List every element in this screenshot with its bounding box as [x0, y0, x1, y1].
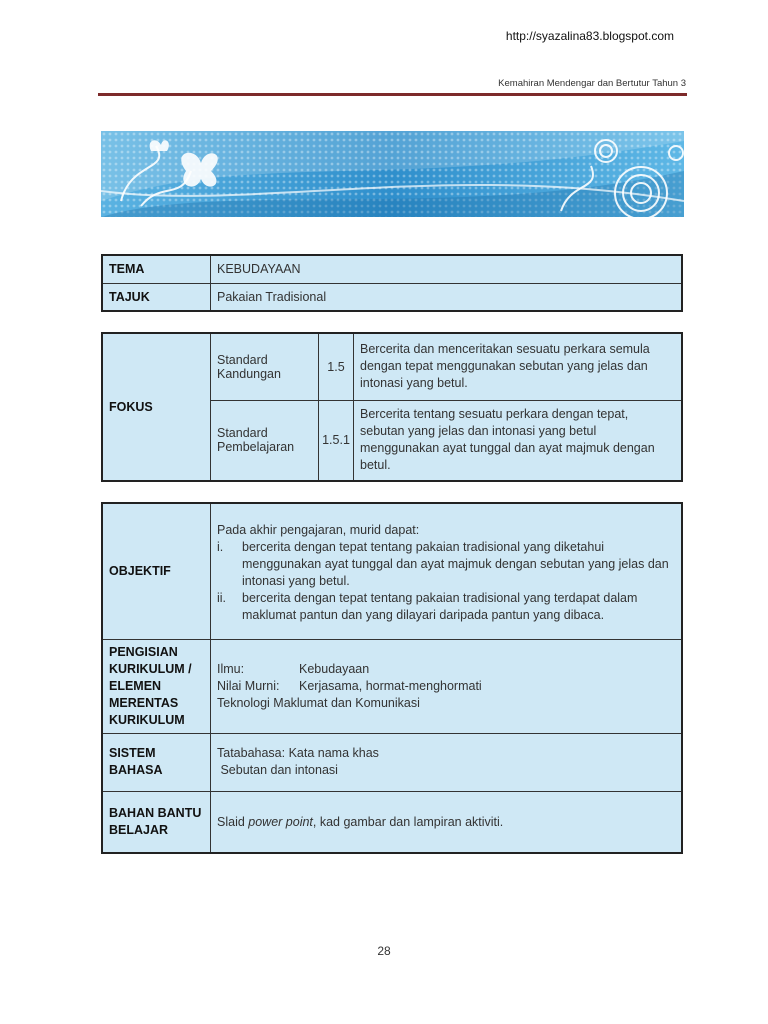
ilmu-key: Ilmu:: [217, 661, 245, 676]
table-row: [102, 639, 682, 733]
standard-pembelajaran-code: 1.5.1: [319, 400, 354, 481]
list-text: bercerita dengan tepat tentang pakaian tradisional yang terdapat dalam maklumat pantun dan yang dilayari daripada pantun yang dibaca.: [242, 590, 638, 622]
list-item: [217, 539, 675, 590]
details-table: [101, 502, 683, 854]
nilai-key: Nilai Murni:: [217, 678, 280, 693]
bahan-label: BAHAN BANTU BELAJAR: [102, 791, 211, 853]
tema-label: TEMA: [102, 255, 211, 283]
header-rule: [98, 93, 687, 96]
objektif-intro: Pada akhir pengajaran, murid dapat:: [217, 522, 420, 537]
theme-table: [101, 254, 683, 312]
fokus-label: FOKUS: [102, 333, 211, 481]
standard-pembelajaran-label: Standard Pembelajaran: [211, 400, 319, 481]
sistem-content: [211, 733, 683, 791]
sistem-label: SISTEM BAHASA: [102, 733, 211, 791]
ilmu-value: Kebudayaan: [299, 661, 370, 676]
standard-pembelajaran-text: Bercerita tentang sesuatu perkara dengan tepat, sebutan yang jelas dan intonasi yang betul menggunakan ayat tunggal dan ayat majmuk dengan betul.: [354, 400, 683, 481]
standard-kandungan-code: 1.5: [319, 333, 354, 400]
teknologi-text: Teknologi Maklumat dan Komunikasi: [217, 695, 420, 710]
bahan-italic: power point: [248, 814, 313, 829]
tajuk-label: TAJUK: [102, 283, 211, 311]
standard-kandungan-label: Standard Kandungan: [211, 333, 319, 400]
pengisian-label: PENGISIAN KURIKULUM / ELEMEN MERENTAS KURIKULUM: [102, 639, 211, 733]
list-marker: i.: [217, 539, 224, 554]
focus-table: [101, 332, 683, 482]
sistem-line-2: Sebutan dan intonasi: [217, 763, 338, 777]
bahan-prefix: Slaid: [217, 814, 249, 829]
running-head: Kemahiran Mendengar dan Bertutur Tahun 3: [498, 78, 686, 89]
table-row: [102, 733, 682, 791]
table-row: [102, 503, 682, 639]
list-marker: ii.: [217, 590, 227, 605]
bahan-suffix: , kad gambar dan lampiran aktiviti.: [312, 814, 504, 829]
standard-kandungan-text: Bercerita dan menceritakan sesuatu perkara semula dengan tepat menggunakan sebutan yang jelas dan intonasi yang betul.: [354, 333, 683, 400]
decorative-banner: [101, 131, 684, 217]
nilai-value: Kerjasama, hormat-menghormati: [299, 678, 482, 693]
tema-value: KEBUDAYAAN: [211, 255, 683, 283]
blog-url[interactable]: http://syazalina83.blogspot.com: [505, 29, 674, 43]
table-row: [102, 791, 682, 853]
pengisian-content: [211, 639, 683, 733]
objektif-content: [211, 503, 683, 639]
page-number: 28: [377, 944, 391, 958]
table-row: [102, 255, 682, 283]
tajuk-value: Pakaian Tradisional: [211, 283, 683, 311]
objektif-label: OBJEKTIF: [102, 503, 211, 639]
bahan-content: [211, 791, 683, 853]
table-row: [102, 333, 682, 400]
sistem-line-1: Tatabahasa: Kata nama khas: [217, 746, 379, 760]
list-item: [217, 590, 675, 624]
list-text: bercerita dengan tepat tentang pakaian tradisional yang diketahui menggunakan ayat tunggal dan ayat majmuk dengan sebutan yang jelas dan intonasi yang betul.: [242, 539, 669, 588]
objektif-list: [217, 539, 675, 624]
table-row: [102, 283, 682, 311]
